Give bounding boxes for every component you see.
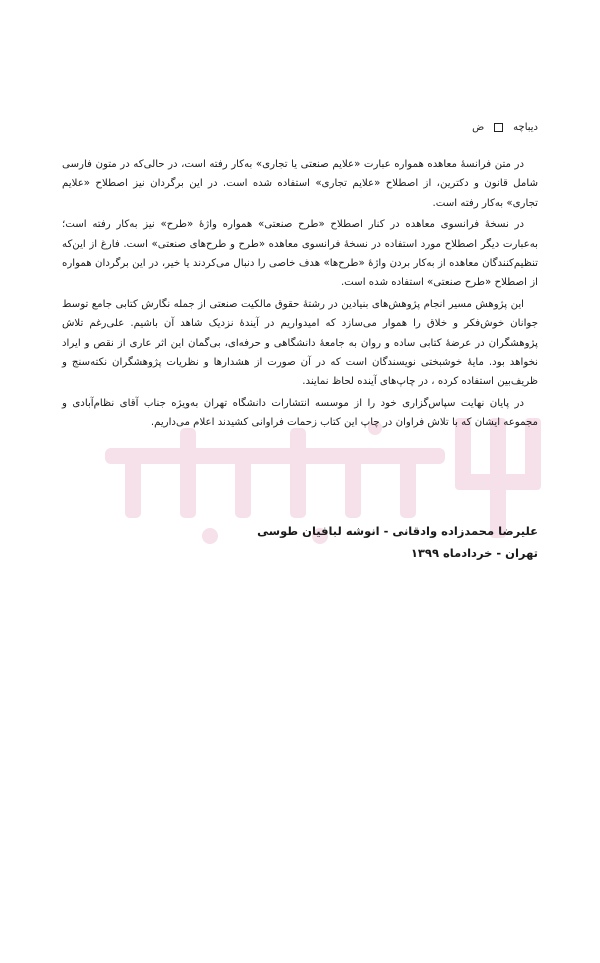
- preface-body: [62, 155, 538, 435]
- signature-block: [62, 520, 538, 564]
- place-and-date: تهران - خردادماه ۱۳۹۹: [410, 546, 538, 560]
- running-header: [62, 122, 538, 133]
- paragraph: در نسخهٔ فرانسوی معاهده در کنار اصطلاح «طرح صنعتی» همواره واژهٔ «طرح» نیز به‌کار رفته است؛ به‌عبارت دیگر اصطلاح مورد استفاده در نسخهٔ فرانسوی معاهده «طرح و طرح‌های صنعتی» است. فارغ از این‌که تنظیم‌کنندگان معاهده از به‌کار بردن واژهٔ «طرح‌ها» هدف خاصی را دنبال می‌کردند یا خیر، در این برگردان همواره از اصطلاح «طرح صنعتی» استفاده شده است.: [62, 219, 538, 289]
- paragraph: در متن فرانسهٔ معاهده همواره عبارت «علایم صنعتی یا تجاری» به‌کار رفته است، در حالی‌که در متون فارسی شامل قانون و دکترین، از اصطلاح «علایم تجاری» استفاده شده است. در این برگردان نیز اصطلاح «علایم تجاری» به‌کار رفته است.: [62, 159, 538, 209]
- author-names: علیرضا محمدزاده وادقانی - انوشه لبافیان طوسی: [257, 524, 538, 538]
- square-box-icon: [494, 123, 503, 132]
- page-number: ض: [472, 122, 485, 133]
- paragraph: در پایان نهایت سپاس‌گزاری خود را از موسسه انتشارات دانشگاه تهران به‌ویژه جناب آقای نظام‌آبادی و مجموعه ایشان که با تلاش فراوان در چاپ این کتاب زحمات فراوانی کشیدند اعلام می‌داریم.: [62, 397, 538, 429]
- paragraph: این پژوهش مسیر انجام پژوهش‌های بنیادین در رشتهٔ حقوق مالکیت صنعتی از جمله نگارش کتابی جامع توسط جوانان خوش‌فکر و خلاق را هموار می‌سازد که امیدواریم در آیندهٔ نزدیک شاهد آن باشیم. علی‌رغم تلاش پژوهشگران در عرضهٔ کتابی ساده و روان به جامعهٔ دانشگاهی و حرفه‌ای، بی‌گمان این اثر عاری از نقص و ایراد نخواهد بود. مایهٔ خوشبختی نویسندگان است که در آن صورت از هشدارها و نظریات پژوهشگران نکته‌سنج و ظریف‌بین استفاده کرده ، در چاپ‌های آینده لحاظ نمایند.: [62, 298, 538, 388]
- section-title: دیباچه: [513, 122, 538, 133]
